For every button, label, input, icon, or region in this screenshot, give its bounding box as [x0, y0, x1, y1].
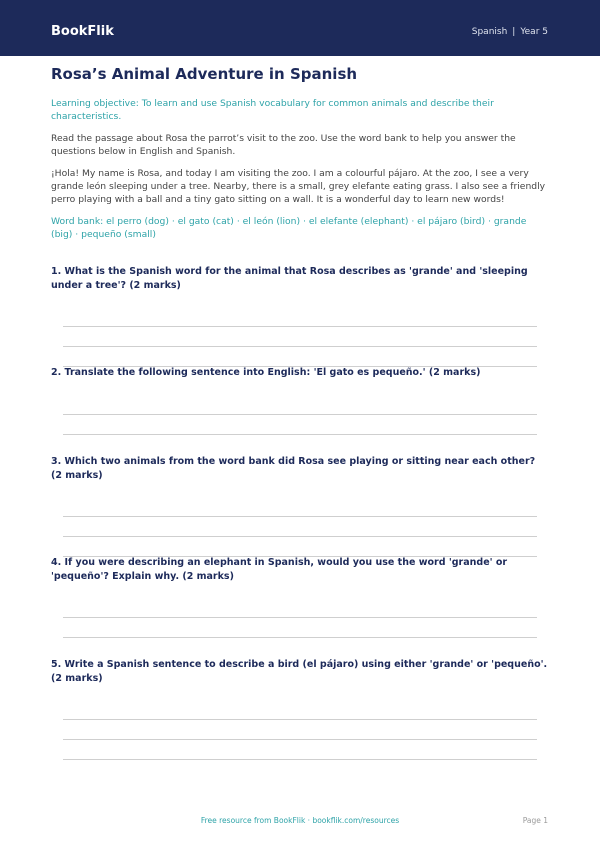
question-text: 5. Write a Spanish sentence to describe a bird (el pájaro) using either 'grande' or 'pequeño'. (2 marks) [51, 659, 548, 684]
answer-line[interactable] [63, 759, 537, 760]
answer-line[interactable] [63, 326, 537, 327]
question-2 [51, 366, 548, 380]
question-text: 4. If you were describing an elephant in Spanish, would you use the word 'grande' or 'pequeño'? Explain why. (2 marks) [51, 557, 508, 582]
answer-line[interactable] [63, 414, 537, 415]
page-header [0, 0, 600, 56]
question-1 [51, 265, 548, 292]
passage: ¡Hola! My name is Rosa, and today I am visiting the zoo. I am a colourful pájaro. At the zoo, I see a very grande león sleeping under a tree. Nearby, there is a small, grey elefante eating grass. I also see a friendly perro playing with a ball and a tiny gato sitting on a wall. It is a wonderful day to learn new words! [51, 168, 546, 205]
year-label: Year 5 [520, 27, 548, 37]
question-text: 1. What is the Spanish word for the animal that Rosa describes as 'grande' and 'sleeping under a tree'? (2 marks) [51, 266, 528, 291]
subject-label: Spanish [471, 27, 508, 37]
question-4 [51, 556, 548, 583]
question-3 [51, 455, 548, 482]
footer-text: Free resource from BookFlik · bookflik.com/resources [200, 816, 400, 825]
answer-line[interactable] [63, 637, 537, 638]
instructions: Read the passage about Rosa the parrot’s visit to the zoo. Use the word bank to help you answer the questions below in English and Spanish. [51, 133, 516, 157]
question-5 [51, 658, 548, 685]
word-bank: Word bank: el perro (dog) · el gato (cat) · el león (lion) · el elefante (elephant) · el pájaro (bird) · grande (big) · pequeño (small) [51, 216, 527, 240]
page-title: Rosa’s Animal Adventure in Spanish [51, 65, 358, 83]
brand-logo: BookFlik [51, 24, 114, 39]
answer-line[interactable] [63, 739, 537, 740]
question-text: 2. Translate the following sentence into English: 'El gato es pequeño.' (2 marks) [51, 367, 481, 378]
answer-line[interactable] [63, 617, 537, 618]
answer-line[interactable] [63, 346, 537, 347]
answer-line[interactable] [63, 536, 537, 537]
page-number: Page 1 [522, 816, 548, 825]
answer-line[interactable] [63, 719, 537, 720]
header-separator: | [512, 27, 516, 37]
worksheet-intro [51, 64, 548, 241]
learning-objective: Learning objective: To learn and use Spanish vocabulary for common animals and describe their characteristics. [51, 98, 494, 122]
answer-line[interactable] [63, 516, 537, 517]
answer-line[interactable] [63, 434, 537, 435]
question-text: 3. Which two animals from the word bank did Rosa see playing or sitting near each other? (2 marks) [51, 456, 536, 481]
header-meta [472, 27, 548, 37]
